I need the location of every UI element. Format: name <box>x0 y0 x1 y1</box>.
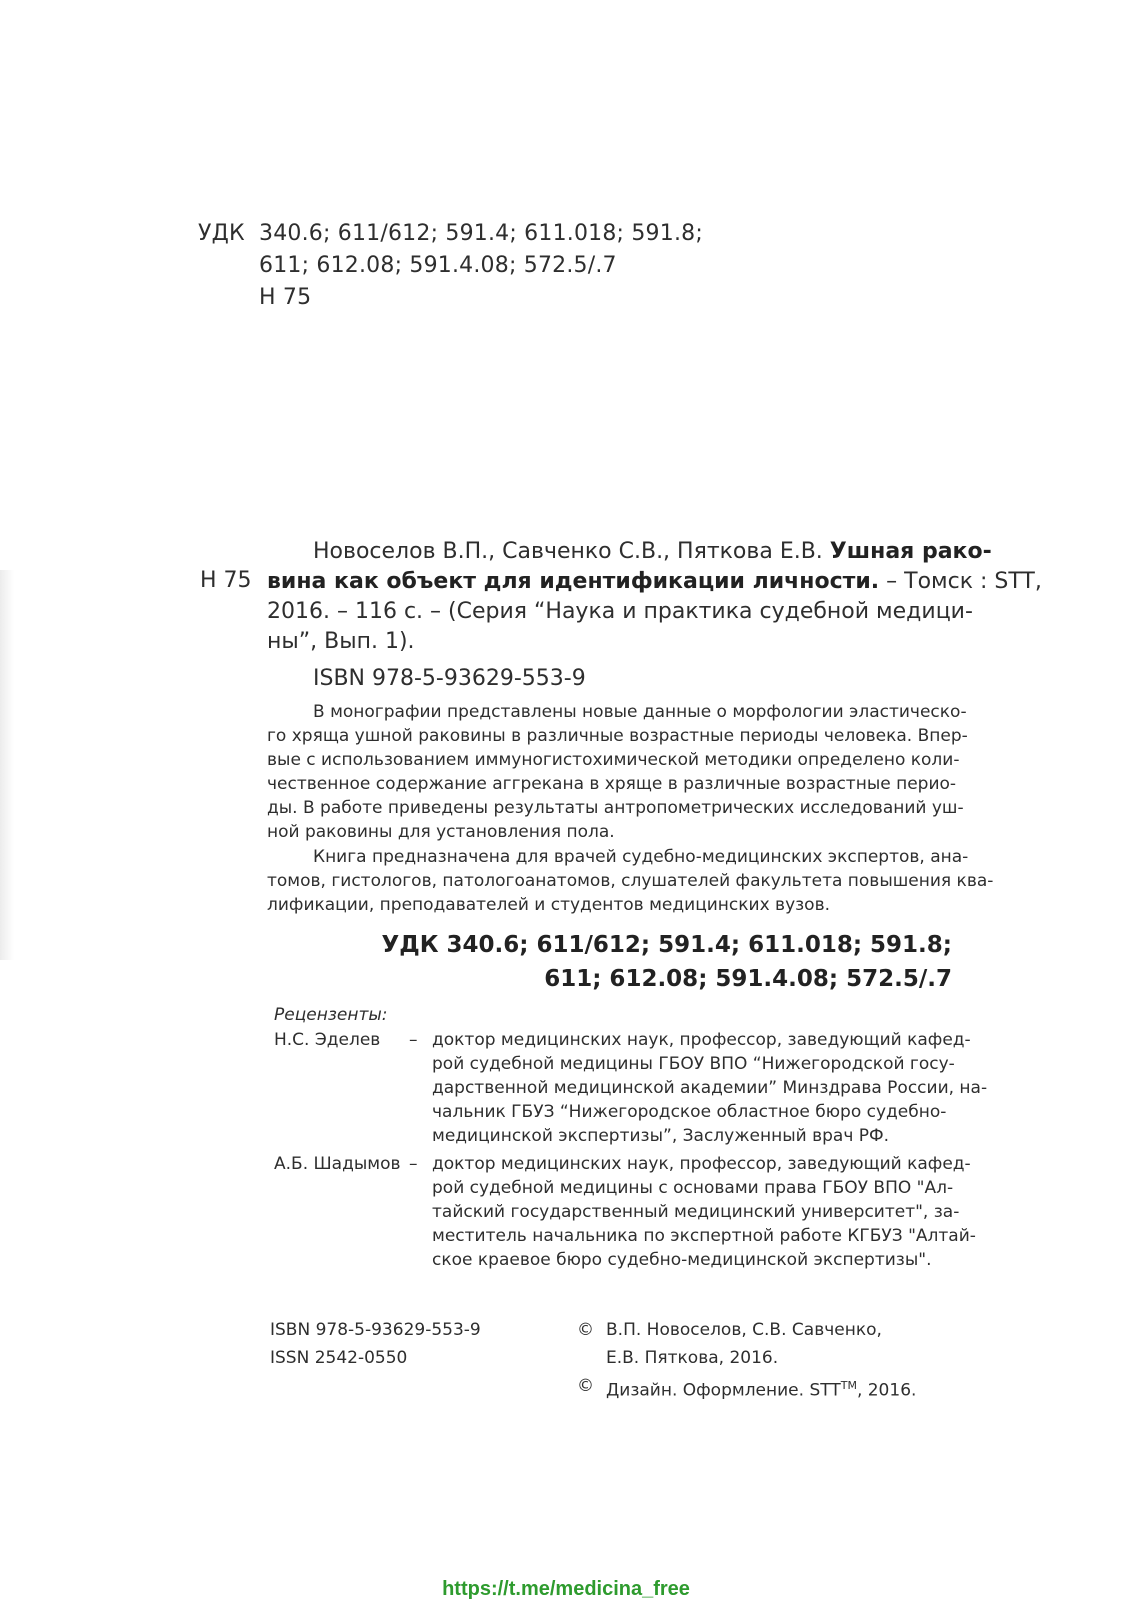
annotation-line: В монографии представлены новые данные о морфологии эластическо- <box>313 702 967 722</box>
annotation-line: вые с использованием иммуногистохимической методики определено коли- <box>267 750 960 770</box>
authors: Новоселов В.П., Савченко С.В., Пяткова Е.В. <box>313 539 830 564</box>
copyright-line-3 <box>606 1374 916 1403</box>
reviewer-dash: – <box>409 1030 418 1050</box>
reviewer-line: медицинской экспертизы”, Заслуженный врач РФ. <box>432 1126 890 1146</box>
footer-isbn: ISBN 978-5-93629-553-9 <box>270 1320 481 1340</box>
title-part-1: Ушная рако- <box>829 539 992 564</box>
reviewer-line: рой судебной медицины с основами права ГБОУ ВПО "Ал- <box>432 1178 954 1198</box>
author-mark: Н 75 <box>200 568 252 593</box>
udk-bold-line-2: 611; 612.08; 591.4.08; 572.5/.7 <box>544 966 952 992</box>
watermark-link[interactable]: https://t.me/medicina_free <box>442 1578 690 1600</box>
design-year: , 2016. <box>856 1380 917 1401</box>
publisher: – Томск : STT, <box>879 569 1042 594</box>
reviewer-line: чальник ГБУЗ “Нижегородское областное бюро судебно- <box>432 1102 947 1122</box>
title-part-2: вина как объект для идентификации личности. <box>267 569 880 594</box>
reviewers-heading: Рецензенты: <box>274 1005 388 1025</box>
reviewer-name: Н.С. Эделев <box>274 1030 381 1050</box>
reviewer-line: рой судебной медицины ГБОУ ВПО “Нижегородской госу- <box>432 1054 955 1074</box>
reviewer-dash: – <box>409 1154 418 1174</box>
annotation-line: го хряща ушной раковины в различные возрастные периоды человека. Впер- <box>267 726 968 746</box>
annotation-line: томов, гистологов, патологоанатомов, слушателей факультета повышения ква- <box>267 871 994 891</box>
annotation-line: ды. В работе приведены результаты антропометрических исследований уш- <box>267 798 964 818</box>
udk-bold-line-1: УДК 340.6; 611/612; 591.4; 611.018; 591.8; <box>381 932 952 958</box>
annotation-line: лификации, преподавателей и студентов медицинских вузов. <box>267 895 830 915</box>
reviewer-line: доктор медицинских наук, профессор, заведующий кафед- <box>432 1030 971 1050</box>
entry-isbn: ISBN 978-5-93629-553-9 <box>313 666 586 691</box>
entry-line-3: 2016. – 116 с. – (Серия “Наука и практика судебной медици- <box>267 599 973 624</box>
trademark-sup: TM <box>840 1379 857 1392</box>
udk-label: УДК <box>198 221 245 246</box>
reviewer-line: меститель начальника по экспертной работе КГБУЗ "Алтай- <box>432 1226 976 1246</box>
copyright-line-1: В.П. Новоселов, С.В. Савченко, <box>606 1320 882 1340</box>
reviewer-line: доктор медицинских наук, профессор, заведующий кафед- <box>432 1154 971 1174</box>
entry-line-1 <box>313 537 992 567</box>
copyright-symbol: © <box>577 1376 594 1396</box>
annotation-line: Книга предназначена для врачей судебно-медицинских экспертов, ана- <box>313 847 969 867</box>
copyright-symbol: © <box>577 1320 594 1340</box>
reviewer-name: А.Б. Шадымов <box>274 1154 401 1174</box>
annotation-line: ной раковины для установления пола. <box>267 822 615 842</box>
copyright-line-2: Е.В. Пяткова, 2016. <box>606 1348 779 1368</box>
udk-line-2: 611; 612.08; 591.4.08; 572.5/.7 <box>259 253 617 278</box>
entry-line-2 <box>267 567 1042 597</box>
annotation-line: чественное содержание аггрекана в хряще в различные возрастные перио- <box>267 774 957 794</box>
udk-line-1: 340.6; 611/612; 591.4; 611.018; 591.8; <box>259 221 703 246</box>
design-credit: Дизайн. Оформление. STT <box>606 1380 841 1401</box>
footer-issn: ISSN 2542-0550 <box>270 1348 408 1368</box>
reviewer-line: ское краевое бюро судебно-медицинской экспертизы". <box>432 1250 932 1270</box>
reviewer-line: тайский государственный медицинский университет", за- <box>432 1202 960 1222</box>
reviewer-line: дарственной медицинской академии” Минздрава России, на- <box>432 1078 988 1098</box>
page-edge-shadow <box>0 570 14 960</box>
udk-line-3: Н 75 <box>259 285 312 310</box>
entry-line-4: ны”, Вып. 1). <box>267 629 415 654</box>
